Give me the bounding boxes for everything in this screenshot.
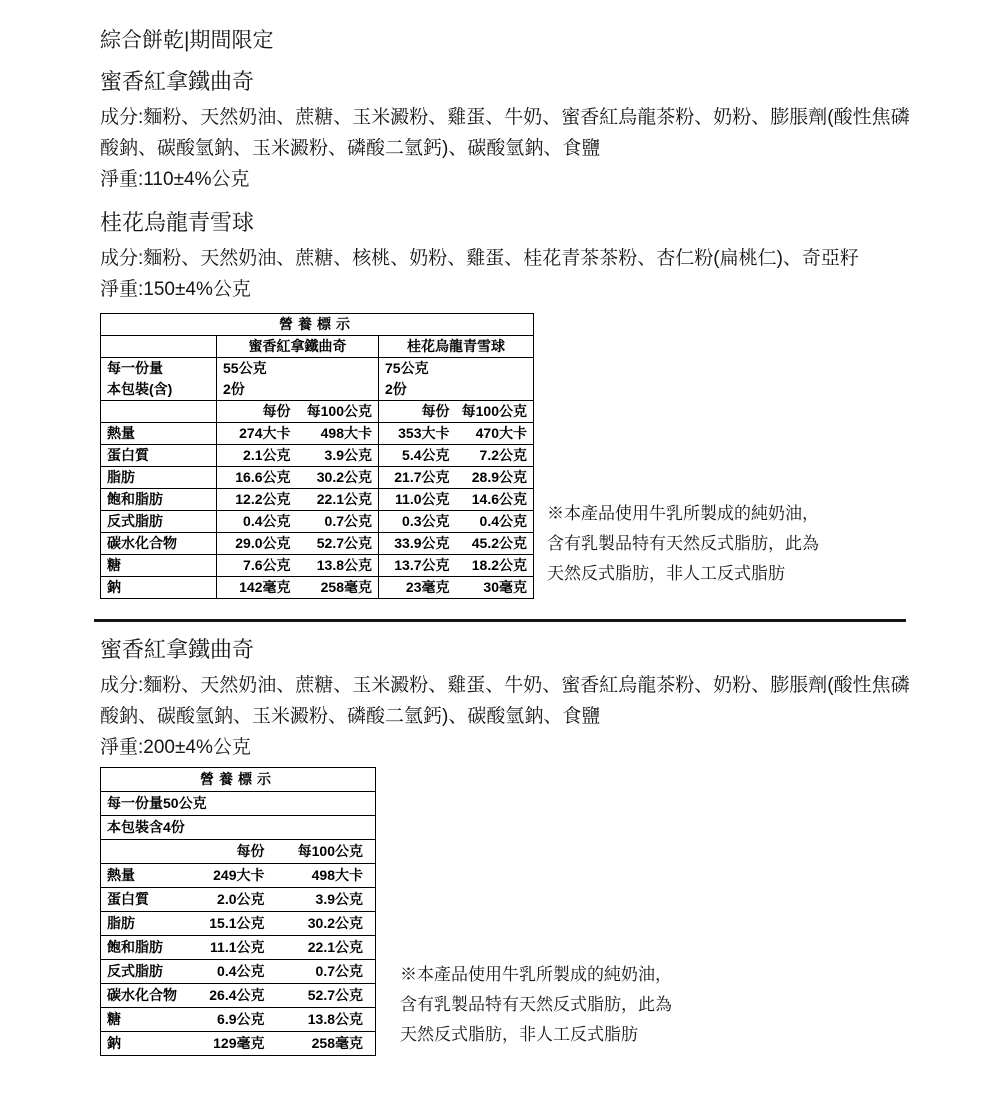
product-header: 蜜香紅拿鐵曲奇 [217, 336, 379, 358]
nutrient-value: 22.1公克 [297, 489, 379, 511]
nutrient-value: 2.0公克 [189, 888, 277, 912]
serving-size-text: 每一份量50公克 [101, 792, 376, 816]
nutrient-value: 16.6公克 [217, 467, 297, 489]
package-count-row [101, 816, 376, 840]
nutrient-value: 23毫克 [405, 579, 450, 595]
table-title-row [101, 768, 376, 792]
table-title: 營養標示 [101, 314, 534, 336]
nutrient-label: 熱量 [101, 864, 189, 888]
nutrition-table-single [100, 767, 376, 1056]
serving-size-row [101, 792, 376, 816]
spacer-cell [101, 401, 217, 423]
net-weight-text: 淨重:150±4%公克 [100, 279, 251, 300]
nutrient-value: 11.1公克 [189, 936, 277, 960]
natural-trans-fat-note [400, 960, 672, 1050]
product-name: 桂花烏龍青雪球 [100, 210, 255, 235]
ingredients-text: 成分:麵粉、天然奶油、蔗糖、核桃、奶粉、雞蛋、桂花青茶茶粉、杏仁粉(扁桃仁)、奇亞籽 [100, 248, 859, 269]
package-count-text: 本包裝含4份 [101, 816, 376, 840]
nutrient-value: 129毫克 [213, 1035, 265, 1051]
nutrient-value: 3.9公克 [277, 888, 376, 912]
nutrient-value: 52.7公克 [297, 533, 379, 555]
nutrient-label: 碳水化合物 [101, 533, 217, 555]
nutrient-label: 熱量 [101, 423, 217, 445]
nutrient-value: 29.0公克 [217, 533, 297, 555]
nutrient-value: 258毫克 [297, 577, 379, 599]
nutrient-row [101, 1032, 376, 1056]
spacer-cell [101, 336, 217, 358]
column-header-row [101, 401, 534, 423]
nutrient-value: 12.2公克 [217, 489, 297, 511]
product-header-row [101, 336, 534, 358]
nutrient-value: 14.6公克 [456, 489, 534, 511]
product-section-honey-latte-cookie-large [100, 636, 1000, 763]
nutrient-row [101, 467, 534, 489]
nutrient-label: 脂肪 [101, 912, 189, 936]
table-title-row [101, 314, 534, 336]
nutrient-value: 470大卡 [456, 423, 534, 445]
serving-size-row [101, 358, 534, 380]
note-line: 含有乳製品特有天然反式脂肪，此為 [400, 995, 672, 1014]
nutrient-value: 498大卡 [297, 423, 379, 445]
nutrient-label: 脂肪 [101, 467, 217, 489]
nutrient-value: 0.7公克 [297, 511, 379, 533]
column-header: 每份 [217, 401, 297, 423]
nutrient-row [101, 445, 534, 467]
note-line: ※本產品使用牛乳所製成的純奶油， [400, 965, 672, 984]
product-name: 蜜香紅拿鐵曲奇 [100, 637, 255, 662]
nutrition-table-combined [100, 313, 534, 599]
nutrient-value: 142毫克 [239, 579, 291, 595]
nutrient-value: 249大卡 [189, 864, 277, 888]
column-header: 每份 [379, 401, 456, 423]
column-header: 每100公克 [297, 401, 379, 423]
nutrient-row [101, 936, 376, 960]
note-line: 天然反式脂肪，非人工反式脂肪 [547, 564, 785, 583]
product-header: 桂花烏龍青雪球 [379, 336, 534, 358]
note-line: 含有乳製品特有天然反式脂肪，此為 [547, 534, 819, 553]
nutrient-value: 3.9公克 [297, 445, 379, 467]
column-header: 每100公克 [277, 840, 376, 864]
nutrient-row [101, 423, 534, 445]
nutrient-label: 蛋白質 [101, 888, 189, 912]
nutrient-label: 蛋白質 [101, 445, 217, 467]
spacer-cell [101, 840, 189, 864]
nutrient-value: 0.3公克 [379, 511, 456, 533]
nutrient-value: 18.2公克 [456, 555, 534, 577]
nutrition-block-combined [100, 313, 1000, 599]
column-header: 每份 [189, 840, 277, 864]
nutrient-label: 碳水化合物 [101, 984, 189, 1008]
natural-trans-fat-note [547, 499, 819, 589]
nutrient-value: 28.9公克 [456, 467, 534, 489]
nutrient-value: 0.4公克 [456, 511, 534, 533]
nutrient-row [101, 577, 534, 599]
nutrient-row [101, 533, 534, 555]
nutrient-value: 15.1公克 [189, 912, 277, 936]
nutrient-value: 13.8公克 [277, 1008, 376, 1032]
product-name: 蜜香紅拿鐵曲奇 [100, 69, 255, 94]
nutrient-row [101, 1008, 376, 1032]
nutrient-row [101, 555, 534, 577]
nutrient-value: 52.7公克 [277, 984, 376, 1008]
nutrient-row [101, 960, 376, 984]
nutrient-row [101, 888, 376, 912]
serving-size-value: 55公克 [217, 358, 379, 380]
nutrient-value: 13.8公克 [297, 555, 379, 577]
net-weight-text: 淨重:200±4%公克 [100, 737, 251, 758]
column-header-row [101, 840, 376, 864]
nutrient-label: 反式脂肪 [101, 960, 189, 984]
nutrient-value: 2.1公克 [217, 445, 297, 467]
serving-size-value: 75公克 [385, 360, 429, 376]
nutrient-value: 21.7公克 [379, 467, 456, 489]
nutrient-value: 33.9公克 [379, 533, 456, 555]
section-divider [94, 619, 906, 622]
nutrient-row [101, 984, 376, 1008]
nutrient-label: 飽和脂肪 [101, 489, 217, 511]
nutrient-value: 0.4公克 [189, 960, 277, 984]
nutrient-value: 45.2公克 [456, 533, 534, 555]
package-count-value: 2份 [217, 379, 379, 401]
page-title: 綜合餅乾|期間限定 [100, 29, 274, 52]
note-line: ※本產品使用牛乳所製成的純奶油， [547, 504, 819, 523]
nutrient-value: 353大卡 [379, 423, 456, 445]
nutrient-value: 6.9公克 [189, 1008, 277, 1032]
nutrient-value: 22.1公克 [277, 936, 376, 960]
nutrition-block-single [100, 767, 1000, 1056]
nutrient-value: 30毫克 [483, 579, 527, 595]
nutrient-value: 0.7公克 [277, 960, 376, 984]
nutrient-value: 30.2公克 [297, 467, 379, 489]
nutrient-value: 30.2公克 [277, 912, 376, 936]
note-line: 天然反式脂肪，非人工反式脂肪 [400, 1025, 638, 1044]
package-count-label: 本包裝(含) [101, 379, 217, 401]
product-section-honey-latte-cookie [100, 68, 1000, 195]
net-weight-text: 淨重:110±4%公克 [100, 169, 250, 190]
nutrient-row [101, 511, 534, 533]
column-header: 每100公克 [456, 401, 534, 423]
nutrient-value: 274大卡 [217, 423, 297, 445]
nutrient-label: 糖 [101, 555, 217, 577]
package-count-row [101, 379, 534, 401]
nutrient-value: 0.4公克 [217, 511, 297, 533]
nutrient-row [101, 489, 534, 511]
nutrient-label: 反式脂肪 [101, 511, 217, 533]
package-count-value: 2份 [379, 379, 534, 401]
nutrient-value: 498大卡 [277, 864, 376, 888]
nutrient-label: 飽和脂肪 [101, 936, 189, 960]
table-title: 營養標示 [101, 768, 376, 792]
product-section-osmanthus-snowball [100, 209, 1000, 305]
ingredients-text: 成分:麵粉、天然奶油、蔗糖、玉米澱粉、雞蛋、牛奶、蜜香紅烏龍茶粉、奶粉、膨脹劑(酸性焦磷酸鈉、碳酸氫鈉、玉米澱粉、磷酸二氫鈣)、碳酸氫鈉、食鹽 [100, 107, 910, 159]
nutrient-label: 鈉 [101, 577, 217, 599]
nutrient-value: 5.4公克 [379, 445, 456, 467]
nutrient-value: 258毫克 [311, 1035, 363, 1051]
nutrient-value: 26.4公克 [189, 984, 277, 1008]
nutrient-value: 7.2公克 [456, 445, 534, 467]
nutrient-label: 糖 [101, 1008, 189, 1032]
ingredients-text: 成分:麵粉、天然奶油、蔗糖、玉米澱粉、雞蛋、牛奶、蜜香紅烏龍茶粉、奶粉、膨脹劑(酸性焦磷酸鈉、碳酸氫鈉、玉米澱粉、磷酸二氫鈣)、碳酸氫鈉、食鹽 [100, 675, 910, 727]
nutrient-row [101, 912, 376, 936]
nutrient-row [101, 864, 376, 888]
nutrient-value: 11.0公克 [379, 489, 456, 511]
serving-size-label: 每一份量 [101, 358, 217, 380]
nutrient-value: 13.7公克 [379, 555, 456, 577]
nutrient-value: 7.6公克 [217, 555, 297, 577]
nutrient-label: 鈉 [107, 1035, 121, 1051]
